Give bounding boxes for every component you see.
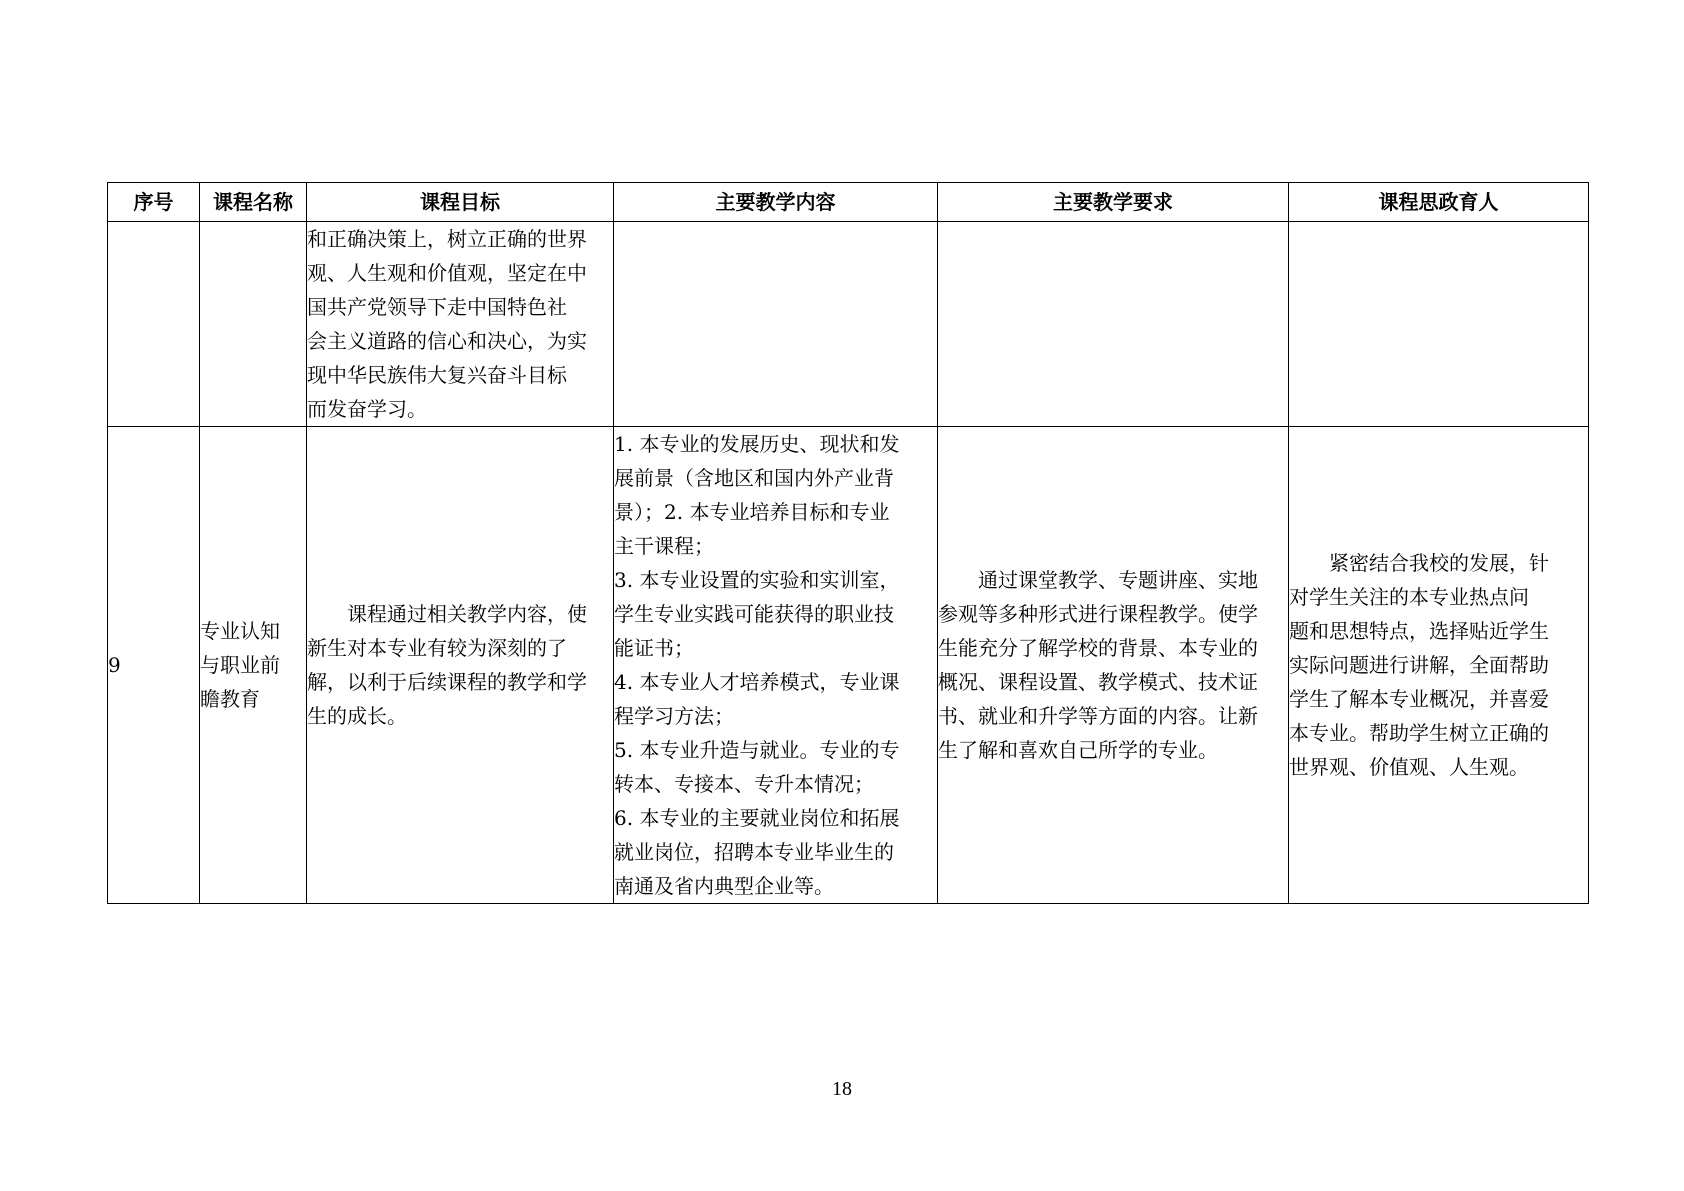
requirement-line: 书、就业和升学等方面的内容。让新 — [938, 704, 1258, 728]
course-name-line: 瞻教育 — [200, 687, 260, 711]
goal-line: 观、人生观和价值观，坚定在中 — [307, 261, 587, 285]
goal-line: 会主义道路的信心和决心，为实 — [307, 329, 587, 353]
cell-course-name — [200, 222, 307, 427]
content-line: 学生专业实践可能获得的职业技 — [614, 602, 894, 626]
header-ideology: 课程思政育人 — [1289, 183, 1589, 222]
ideology-line: 世界观、价值观、人生观。 — [1289, 755, 1529, 779]
requirement-line: 通过课堂教学、专题讲座、实地 — [938, 568, 1258, 592]
goal-line: 现中华民族伟大复兴奋斗目标 — [307, 363, 567, 387]
ideology-line: 学生了解本专业概况，并喜爱 — [1289, 687, 1549, 711]
goal-line: 国共产党领导下走中国特色社 — [307, 295, 567, 319]
content-line: 6. 本专业的主要就业岗位和拓展 — [614, 806, 900, 830]
cell-main-requirements — [938, 222, 1289, 427]
content-line: 1. 本专业的发展历史、现状和发 — [614, 432, 900, 456]
goal-line: 课程通过相关教学内容，使 — [307, 602, 587, 626]
goal-line: 和正确决策上，树立正确的世界 — [307, 227, 587, 251]
header-seq: 序号 — [108, 183, 200, 222]
cell-ideology — [1289, 222, 1589, 427]
content-line: 景）；2. 本专业培养目标和专业 — [614, 500, 890, 524]
ideology-line: 本专业。帮助学生树立正确的 — [1289, 721, 1549, 745]
course-table — [107, 182, 1589, 904]
cell-main-content — [614, 222, 938, 427]
goal-line: 生的成长。 — [307, 704, 407, 728]
requirement-line: 参观等多种形式进行课程教学。使学 — [938, 602, 1258, 626]
goal-line: 解，以利于后续课程的教学和学 — [307, 670, 587, 694]
table-header-row — [108, 183, 1589, 222]
ideology-line: 紧密结合我校的发展，针 — [1289, 551, 1549, 575]
cell-main-content — [614, 427, 938, 904]
content-line: 转本、专接本、专升本情况； — [614, 772, 874, 796]
table-row-9 — [108, 427, 1589, 904]
ideology-line: 题和思想特点，选择贴近学生 — [1289, 619, 1549, 643]
content-line: 3. 本专业设置的实验和实训室， — [614, 568, 900, 592]
cell-course-goal — [307, 427, 614, 904]
content-line: 程学习方法； — [614, 704, 734, 728]
content-line: 4. 本专业人才培养模式，专业课 — [614, 670, 900, 694]
goal-line: 新生对本专业有较为深刻的了 — [307, 636, 567, 660]
content-line: 就业岗位，招聘本专业毕业生的 — [614, 840, 894, 864]
header-course-goal: 课程目标 — [307, 183, 614, 222]
content-line: 展前景（含地区和国内外产业背 — [614, 466, 894, 490]
header-main-requirements: 主要教学要求 — [938, 183, 1289, 222]
ideology-line: 实际问题进行讲解，全面帮助 — [1289, 653, 1549, 677]
content-line: 主干课程； — [614, 534, 714, 558]
page-number: 18 — [832, 1078, 852, 1100]
requirement-line: 概况、课程设置、教学模式、技术证 — [938, 670, 1258, 694]
cell-seq — [108, 222, 200, 427]
header-main-content: 主要教学内容 — [614, 183, 938, 222]
course-name-line: 专业认知 — [200, 619, 280, 643]
requirement-line: 生了解和喜欢自己所学的专业。 — [938, 738, 1218, 762]
content-line: 能证书； — [614, 636, 694, 660]
content-line: 南通及省内典型企业等。 — [614, 874, 834, 898]
cell-course-goal — [307, 222, 614, 427]
cell-seq: 9 — [108, 427, 200, 904]
table-row-continued — [108, 222, 1589, 427]
ideology-line: 对学生关注的本专业热点问 — [1289, 585, 1529, 609]
requirement-line: 生能充分了解学校的背景、本专业的 — [938, 636, 1258, 660]
header-course-name: 课程名称 — [200, 183, 307, 222]
goal-line: 而发奋学习。 — [307, 397, 427, 421]
cell-ideology — [1289, 427, 1589, 904]
course-name-line: 与职业前 — [200, 653, 280, 677]
content-line: 5. 本专业升造与就业。专业的专 — [614, 738, 900, 762]
cell-main-requirements — [938, 427, 1289, 904]
cell-course-name — [200, 427, 307, 904]
